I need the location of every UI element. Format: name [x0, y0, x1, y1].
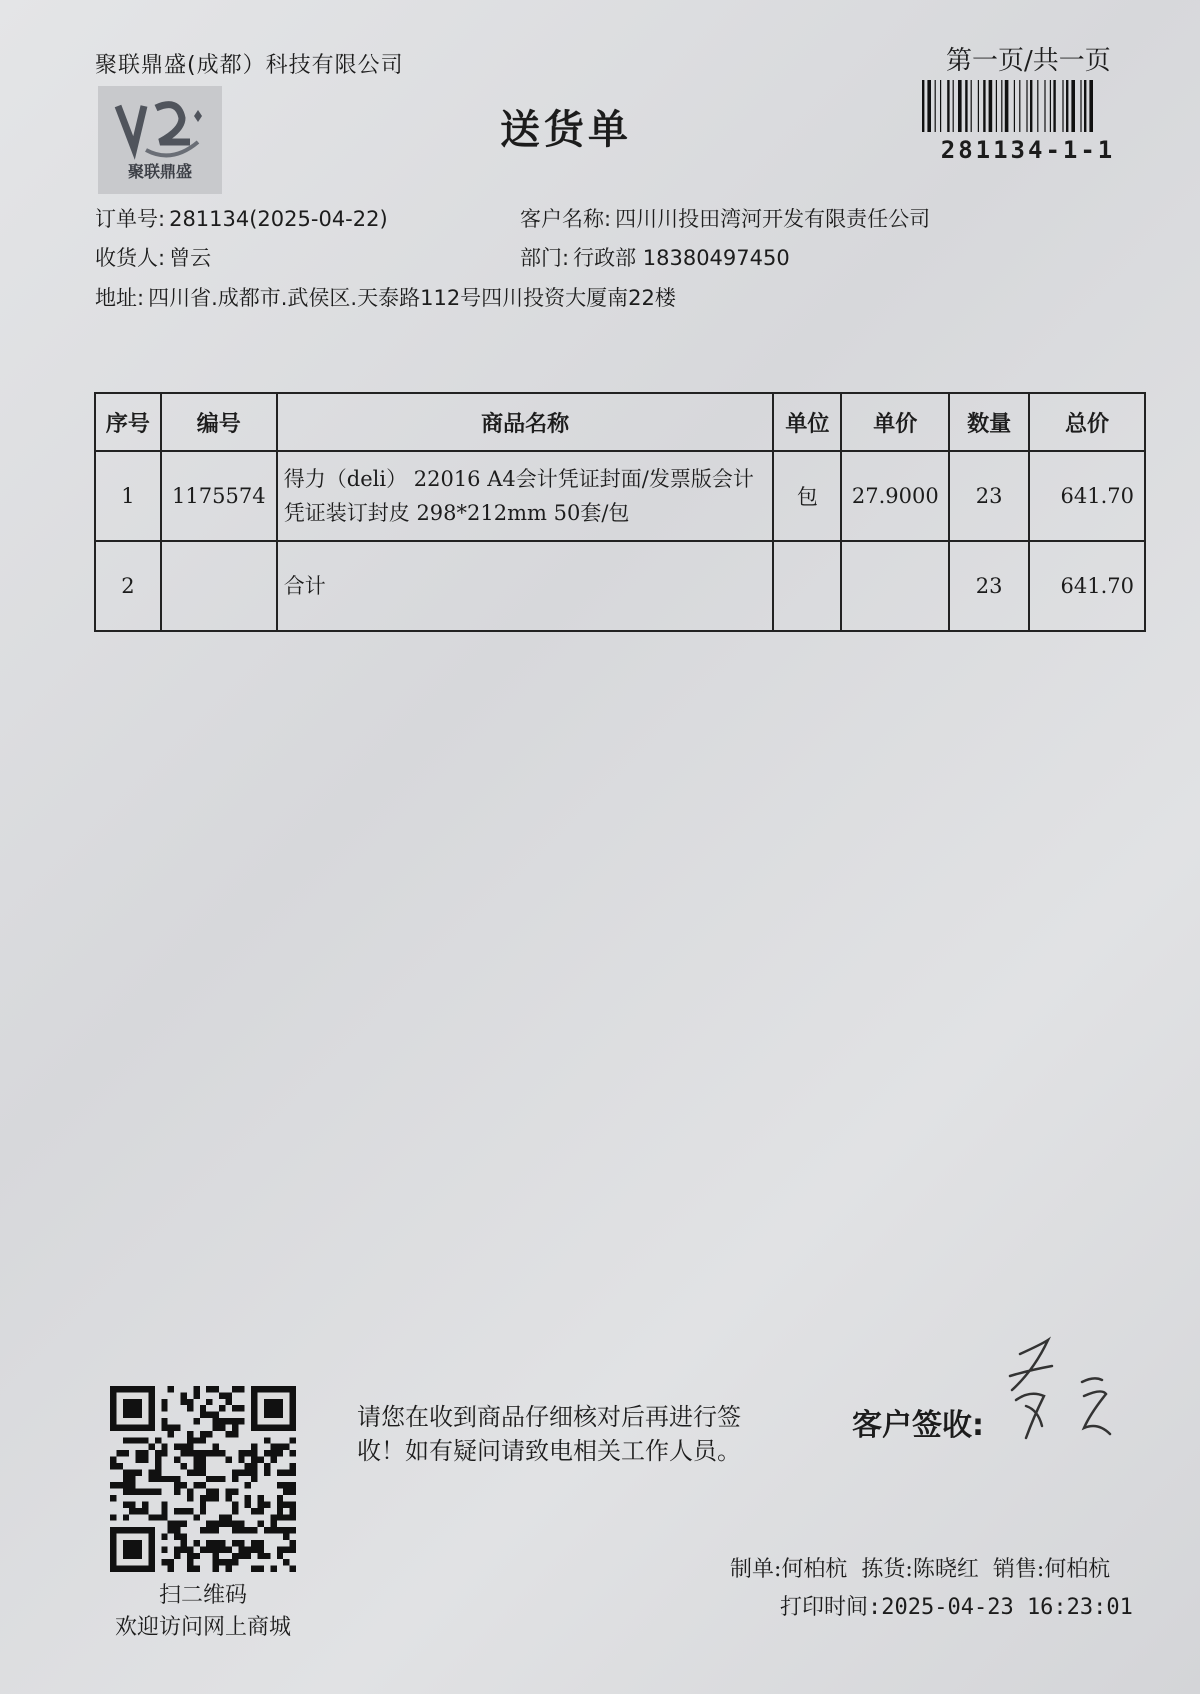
dept-value: 行政部 18380497450: [573, 246, 790, 270]
table-row: [95, 451, 1145, 541]
logo-mark-icon: [98, 86, 222, 166]
header-code: 编号: [161, 393, 277, 451]
cell-unit: 包: [773, 451, 841, 541]
header-unit: 单位: [773, 393, 841, 451]
receipt-notice: 请您在收到商品仔细核对后再进行签收！如有疑问请致电相关工作人员。: [357, 1403, 741, 1465]
barcode-number: 281134-1-1: [940, 136, 1116, 164]
cell-total: 641.70: [1029, 541, 1145, 631]
cell-code: [161, 541, 277, 631]
order-label: 订单号:: [95, 207, 166, 231]
customer-name: [520, 203, 930, 233]
document-title: 送货单: [500, 107, 632, 153]
qr-caption-line2: 欢迎访问网上商城: [114, 1615, 291, 1640]
cell-total: 641.70: [1029, 451, 1145, 541]
picker: 拣货:陈晓红: [861, 1557, 979, 1582]
department: [520, 242, 790, 272]
items-table: [94, 392, 1146, 632]
address-value: 四川省.成都市.武侯区.天泰路112号四川投资大厦南22楼: [148, 286, 676, 310]
cell-unit: [773, 541, 841, 631]
dept-label: 部门:: [520, 246, 570, 270]
table-header-row: [95, 393, 1145, 451]
cell-name: [277, 541, 774, 631]
barcode: [922, 80, 1134, 132]
address-label: 地址:: [95, 286, 145, 310]
cell-qty: 23: [949, 541, 1029, 631]
header-total: 总价: [1029, 393, 1145, 451]
receiver-value: 曾云: [169, 246, 212, 270]
customer-value: 四川川投田湾河开发有限责任公司: [615, 207, 931, 231]
receiver: [95, 242, 211, 272]
header-no: 序号: [95, 393, 161, 451]
cell-name-line1: 合计: [283, 574, 326, 598]
order-value: 281134(2025-04-22): [169, 207, 388, 231]
company-logo: [98, 86, 222, 194]
header-name: 商品名称: [277, 393, 774, 451]
qr-caption-line1: 扫二维码: [158, 1583, 247, 1608]
header-qty: 数量: [949, 393, 1029, 451]
qr-code: [110, 1386, 296, 1572]
cell-qty: 23: [949, 451, 1029, 541]
cell-price: 27.9000: [841, 451, 949, 541]
cell-code: 1175574: [161, 451, 277, 541]
qr-caption: [90, 1580, 316, 1644]
table-row: [95, 541, 1145, 631]
cell-price: [841, 541, 949, 631]
staff-info: [730, 1552, 1200, 1583]
handwritten-signature: [990, 1330, 1130, 1470]
page-info: 第一页/共一页: [946, 46, 1111, 76]
cell-name: [277, 451, 774, 541]
cell-no: 2: [95, 541, 161, 631]
print-time: 打印时间:2025-04-23 16:23:01: [780, 1595, 1133, 1620]
company-name: 聚联鼎盛(成都）科技有限公司: [95, 53, 404, 78]
order-number: [95, 203, 388, 233]
customer-sign-label: 客户签收:: [852, 1408, 984, 1443]
header-price: 单价: [841, 393, 949, 451]
logo-text: 聚联鼎盛: [127, 162, 192, 181]
seller: 销售:何柏杭: [992, 1557, 1111, 1582]
receiver-label: 收货人:: [95, 246, 166, 270]
customer-label: 客户名称:: [520, 207, 612, 231]
cell-name-line1: 得力（deli） 22016 A4会计凭证封面/发票版会计: [283, 467, 754, 491]
address: [95, 282, 676, 312]
cell-no: 1: [95, 451, 161, 541]
cell-name-line2: 凭证装订封皮 298*212mm 50套/包: [283, 501, 630, 525]
maker: 制单:何柏杭: [730, 1557, 848, 1582]
